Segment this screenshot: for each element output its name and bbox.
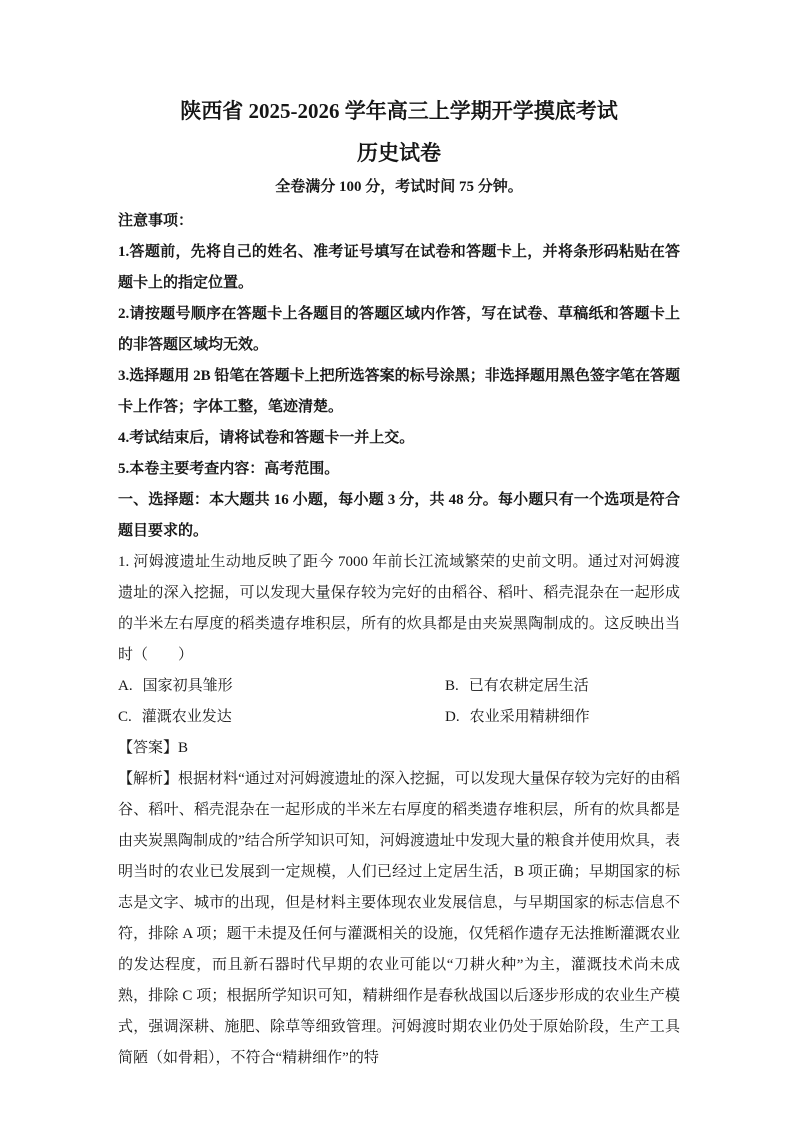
answer-value: B xyxy=(178,740,189,756)
section-heading: 一、选择题：本大题共 16 小题，每小题 3 分，共 48 分。每小题只有一个选项是符合题目要求的。 xyxy=(118,492,680,539)
question-1-stem: 1. 河姆渡遗址生动地反映了距今 7000 年前长江流域繁荣的史前文明。通过对河姆渡遗址的深入挖掘，可以发现大量保存较为完好的由稻谷、稻叶、稻壳混杂在一起形成的半米左右厚度的稻类遗存堆积层，所有的炊具都是由夹炭黑陶制成的。这反映出当时（ ） xyxy=(118,554,680,663)
analysis-text: 根据材料“通过对河姆渡遗址的深入挖掘，可以发现大量保存较为完好的由稻谷、稻叶、稻壳混杂在一起形成的半米左右厚度的稻类遗存堆积层，所有的炊具都是由夹炭黑陶制成的”结合所学知识可知，河姆渡遗址中发现大量的粮食并使用炊具，表明当时的农业已发展到一定规模，人们已经过上定居生活，B 项正确；早期国家的标志是文字、城市的出现，但是材料主要体现农业发展信息，与早期国家的标志信息不符，排除 A 项；题干未提及任何与灌溉相关的设施，仅凭稻作遗存无法推断灌溉农业的发达程度，而且新石器时代早期的农业可能以“刀耕火种”为主，灌溉技术尚未成熟，排除 C 项；根据所学知识可知，精耕细作是春秋战国以后逐步形成的农业生产模式，强调深耕、施肥、除草等细致管理。河姆渡时期农业仍处于原始阶段，生产工具简陋（如骨耜），不符合“精耕细作”的特 xyxy=(118,771,680,1066)
option-c-key: C. xyxy=(118,709,132,725)
answer-label: 【答案】 xyxy=(118,740,179,756)
notice-heading: 注意事项： xyxy=(118,213,194,229)
option-c-text: 灌溉农业发达 xyxy=(141,709,232,725)
option-a-key: A. xyxy=(118,678,133,694)
exam-info-line: 全卷满分 100 分，考试时间 75 分钟。 xyxy=(275,179,523,195)
notice-item-1: 1.答题前，先将自己的姓名、准考证号填写在试卷和答题卡上，并将条形码粘贴在答题卡上的指定位置。 xyxy=(118,244,680,291)
notice-item-3: 3.选择题用 2B 铅笔在答题卡上把所选答案的标号涂黑；非选择题用黑色签字笔在答题卡上作答；字体工整，笔迹清楚。 xyxy=(118,368,680,415)
analysis-paragraph xyxy=(118,764,680,1074)
option-a-text: 国家初具雏形 xyxy=(142,678,233,694)
notice-item-4: 4.考试结束后，请将试卷和答题卡一并上交。 xyxy=(118,430,415,446)
analysis-label: 【解析】 xyxy=(118,771,179,787)
option-a xyxy=(118,671,445,702)
option-b-text: 已有农耕定居生活 xyxy=(468,678,589,694)
option-d xyxy=(445,702,680,733)
option-b-key: B. xyxy=(445,678,459,694)
exam-title: 陕西省 2025-2026 学年高三上学期开学摸底考试 xyxy=(180,99,618,123)
option-b xyxy=(445,671,680,702)
question-1 xyxy=(118,547,680,1074)
notice-item-5: 5.本卷主要考查内容：高考范围。 xyxy=(118,461,340,477)
option-c xyxy=(118,702,445,733)
notice-item-2: 2.请按题号顺序在答题卡上各题目的答题区域内作答，写在试卷、草稿纸和答题卡上的非答题区域均无效。 xyxy=(118,306,680,353)
option-d-key: D. xyxy=(445,709,460,725)
answer-line xyxy=(118,733,680,764)
option-d-text: 农业采用精耕细作 xyxy=(469,709,590,725)
exam-subtitle: 历史试卷 xyxy=(357,141,441,165)
notice-section xyxy=(118,206,680,485)
question-1-options xyxy=(118,671,680,733)
